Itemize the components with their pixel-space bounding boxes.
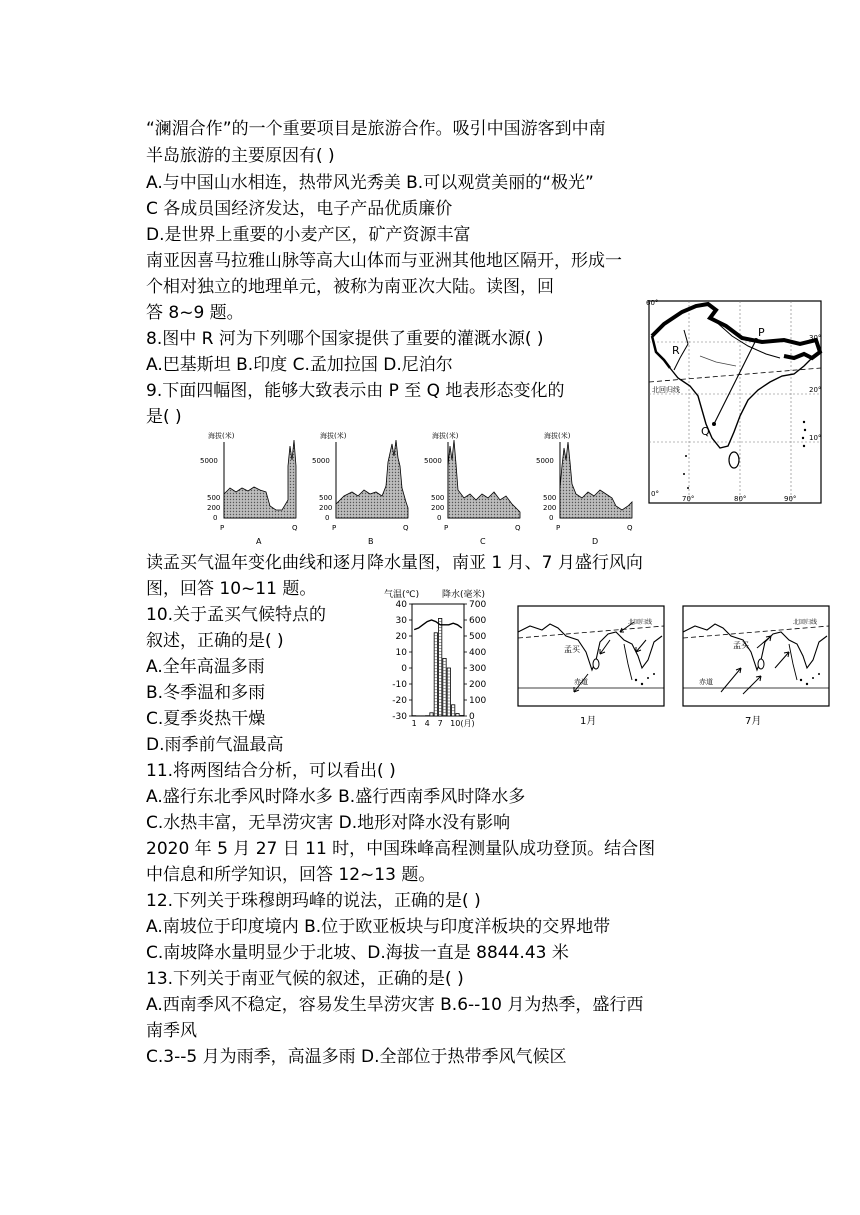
profile-ylabel: 海拔(米): [432, 432, 459, 440]
text-line: “澜湄合作”的一个重要项目是旅游合作。吸引中国游客到中南: [146, 119, 606, 139]
chart-frame: [412, 604, 464, 716]
temperature-line: [414, 620, 462, 630]
chart-ylabel-left: 气温(℃): [384, 590, 420, 600]
text-line: C.水热丰富，无旱涝灾害 D.地形对降水没有影响: [146, 813, 511, 833]
text-line: 南季风: [146, 1021, 197, 1041]
text-line: C.南坡降水量明显少于北坡、D.海拔一直是 8844.43 米: [146, 943, 569, 963]
y-tick-left: -30: [392, 712, 407, 722]
y-tick-right: 700: [469, 600, 487, 610]
text-line: 13.下列关于南亚气候的叙述，正确的是( ): [146, 969, 464, 989]
y-tick: 200: [543, 504, 557, 512]
profile-start: P: [220, 524, 225, 532]
y-tick-left: 40: [395, 600, 407, 610]
profile-c: [424, 431, 521, 546]
profile-ylabel: 海拔(米): [544, 432, 571, 440]
y-tick-right: 300: [469, 664, 487, 674]
profile-ylabel: 海拔(米): [208, 432, 235, 440]
x-tick: 7: [437, 719, 443, 728]
lat-label: 10°: [809, 434, 822, 442]
equator-label: 赤道: [574, 678, 588, 686]
lon-label: 70°: [682, 495, 695, 503]
equator-label: 赤道: [699, 678, 713, 686]
y-tick: 200: [431, 504, 445, 512]
text-line: 10.关于孟买气候特点的: [146, 605, 327, 625]
profile-end: Q: [403, 524, 409, 532]
text-line: 图，回答 10~11 题。: [146, 579, 317, 599]
profile-start: P: [556, 524, 561, 532]
profile-end: Q: [515, 524, 521, 532]
text-line: D.是世界上重要的小麦产区，矿产资源丰富: [146, 225, 471, 245]
y-tick: 500: [431, 494, 445, 502]
x-tick: 10(月): [450, 719, 475, 728]
y-tick: 0: [213, 514, 218, 522]
text-line: C.夏季炎热干燥: [146, 709, 266, 729]
precip-bar: [434, 633, 437, 716]
x-tick: 4: [424, 719, 430, 728]
y-tick: 0: [437, 514, 442, 522]
text-line: 读孟买气温年变化曲线和逐月降水量图，南亚 1 月、7 月盛行风向: [146, 553, 643, 573]
y-tick-left: -10: [392, 680, 407, 690]
wind-map-july: [681, 604, 831, 732]
text-line: 2020 年 5 月 27 日 11 时，中国珠峰高程测量队成功登顶。结合图: [146, 839, 656, 859]
y-tick: 0: [325, 514, 330, 522]
y-tick: 0: [549, 514, 554, 522]
y-tick: 500: [207, 494, 221, 502]
label-q: Q: [701, 425, 710, 438]
label-p: P: [758, 326, 765, 339]
text-line: 8.图中 R 河为下列哪个国家提供了重要的灌溉水源( ): [146, 329, 544, 349]
profile-letter: A: [256, 537, 262, 546]
tropic-label: 北回归线: [652, 386, 680, 394]
precip-bar: [430, 713, 433, 716]
text-line: 个相对独立的地理单元，被称为南亚次大陆。读图，回: [146, 277, 554, 297]
y-tick-right: 500: [469, 632, 487, 642]
corner-label: 60°: [646, 299, 659, 307]
text-line: A.巴基斯坦 B.印度 C.孟加拉国 D.尼泊尔: [146, 355, 453, 375]
y-tick-left: 30: [395, 616, 407, 626]
city-label: 孟买: [733, 641, 749, 650]
y-tick: 5000: [424, 457, 442, 465]
city-label: 孟买: [564, 645, 580, 654]
y-tick: 5000: [200, 457, 218, 465]
text-line: 答 8~9 题。: [146, 303, 244, 323]
text-line: 12.下列关于珠穆朗玛峰的说法，正确的是( ): [146, 891, 481, 911]
y-tick-right: 600: [469, 616, 487, 626]
precip-bar: [456, 714, 459, 716]
lat-label: 0°: [651, 490, 659, 498]
text-line: A.南坡位于印度境内 B.位于欧亚板块与印度洋板块的交界地带: [146, 917, 611, 937]
y-tick-left: 10: [395, 648, 407, 658]
text-line: A.盛行东北季风时降水多 B.盛行西南季风时降水多: [146, 787, 526, 807]
y-tick: 200: [207, 504, 221, 512]
text-line: 是( ): [146, 407, 182, 427]
text-line: B.冬季温和多雨: [146, 683, 266, 703]
map-caption: 1月: [580, 716, 597, 727]
profile-end: Q: [292, 524, 298, 532]
precip-bar: [452, 705, 455, 716]
text-line: C.3--5 月为雨季，高温多雨 D.全部位于热带季风气候区: [146, 1047, 567, 1067]
text-line: A.全年高温多雨: [146, 657, 265, 677]
mumbai-climate-chart: [376, 586, 508, 736]
lon-label: 90°: [784, 495, 797, 503]
precip-bar: [443, 658, 446, 716]
text-line: C 各成员国经济发达，电子产品优质廉价: [146, 199, 453, 219]
wind-map-january: [516, 604, 666, 732]
text-line: A.与中国山水相连，热带风光秀美 B.可以观赏美丽的“极光”: [146, 173, 594, 193]
text-line: 11.将两图结合分析，可以看出( ): [146, 761, 396, 781]
tropic-label: 北回归线: [793, 619, 818, 626]
chart-ylabel-right: 降水(毫米): [442, 590, 486, 600]
y-tick-left: 20: [395, 632, 407, 642]
y-tick: 5000: [312, 457, 330, 465]
text-line: 中信息和所学知识，回答 12~13 题。: [146, 865, 436, 885]
text-line: 叙述，正确的是( ): [146, 631, 284, 651]
y-tick: 200: [319, 504, 333, 512]
text-line: 半岛旅游的主要原因有( ): [146, 146, 335, 166]
lon-label: 80°: [734, 495, 747, 503]
label-r: R: [672, 344, 680, 357]
precip-bar: [439, 618, 442, 716]
y-tick-left: 0: [401, 664, 407, 674]
south-asia-map: [644, 296, 826, 508]
y-tick: 500: [543, 494, 557, 502]
y-tick-right: 100: [469, 696, 487, 706]
text-line: D.雨季前气温最高: [146, 735, 284, 755]
y-tick: 5000: [536, 457, 554, 465]
profile-a: [200, 431, 298, 546]
profile-end: Q: [627, 524, 633, 532]
text-line: A.西南季风不稳定，容易发生旱涝灾害 B.6--10 月为热季，盛行西: [146, 995, 644, 1015]
profile-letter: C: [480, 537, 486, 546]
profile-d: [536, 431, 633, 546]
profile-start: P: [444, 524, 449, 532]
tropic-label: 北回归线: [628, 619, 653, 626]
text-line: 9.下面四幅图，能够大致表示由 P 至 Q 地表形态变化的: [146, 381, 565, 401]
y-tick: 500: [319, 494, 333, 502]
text-line: 南亚因喜马拉雅山脉等高大山体而与亚洲其他地区隔开，形成一: [146, 251, 622, 271]
profile-start: P: [332, 524, 337, 532]
lat-label: 30°: [809, 334, 822, 342]
y-tick-left: -20: [392, 696, 407, 706]
profile-letter: B: [368, 537, 374, 546]
map-caption: 7月: [745, 716, 762, 727]
profile-ylabel: 海拔(米): [320, 432, 347, 440]
y-tick-right: 0: [469, 712, 475, 722]
y-tick-right: 200: [469, 680, 487, 690]
y-tick-right: 400: [469, 648, 487, 658]
profile-b: [312, 431, 409, 546]
profile-letter: D: [592, 537, 599, 546]
x-tick: 1: [411, 719, 417, 728]
lat-label: 20°: [809, 386, 822, 394]
elevation-profiles: [196, 426, 636, 550]
